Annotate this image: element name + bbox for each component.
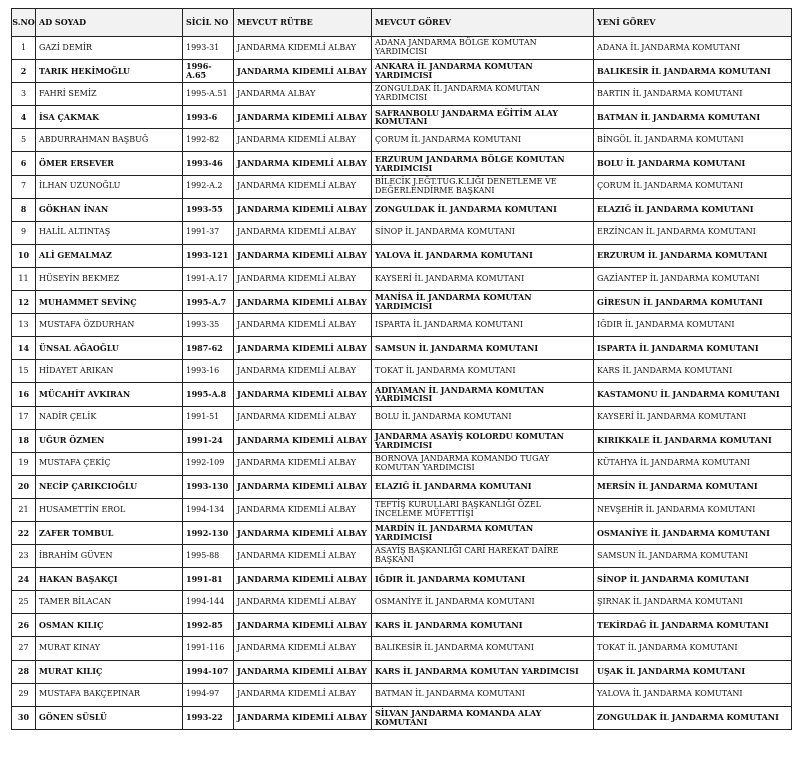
cell-yeni-gorev: KÜTAHYA İL JANDARMA KOMUTANI — [594, 452, 792, 475]
table-header-row — [12, 9, 792, 37]
cell-ad-soyad: HAKAN BAŞAKÇI — [36, 568, 183, 591]
cell-sno: 27 — [12, 637, 36, 660]
cell-ad-soyad: ABDURRAHMAN BAŞBUĞ — [36, 129, 183, 152]
cell-mevcut-gorev: ANKARA İL JANDARMA KOMUTAN YARDIMCISI — [372, 60, 594, 83]
cell-sno: 25 — [12, 591, 36, 614]
cell-mevcut-rutbe: JANDARMA KIDEMLİ ALBAY — [234, 475, 372, 498]
cell-sicil-no: 1992-85 — [183, 614, 234, 637]
table-row — [12, 452, 792, 475]
table-row — [12, 360, 792, 383]
table-row — [12, 175, 792, 198]
cell-mevcut-gorev: ELAZIĞ İL JANDARMA KOMUTANI — [372, 475, 594, 498]
cell-yeni-gorev: KASTAMONU İL JANDARMA KOMUTANI — [594, 383, 792, 406]
cell-sicil-no: 1995-A.8 — [183, 383, 234, 406]
cell-mevcut-rutbe: JANDARMA KIDEMLİ ALBAY — [234, 429, 372, 452]
cell-yeni-gorev: GAZİANTEP İL JANDARMA KOMUTANI — [594, 267, 792, 290]
cell-ad-soyad: HALİL ALTINTAŞ — [36, 221, 183, 244]
cell-yeni-gorev: BARTIN İL JANDARMA KOMUTANI — [594, 83, 792, 106]
cell-sicil-no: 1993-6 — [183, 106, 234, 129]
cell-sicil-no: 1994-107 — [183, 660, 234, 683]
cell-mevcut-rutbe: JANDARMA KIDEMLİ ALBAY — [234, 360, 372, 383]
cell-mevcut-gorev: KARS İL JANDARMA KOMUTAN YARDIMCISI — [372, 660, 594, 683]
cell-yeni-gorev: ISPARTA İL JANDARMA KOMUTANI — [594, 337, 792, 360]
cell-ad-soyad: İBRAHİM GÜVEN — [36, 545, 183, 568]
cell-mevcut-rutbe: JANDARMA KIDEMLİ ALBAY — [234, 614, 372, 637]
cell-sicil-no: 1991-A.17 — [183, 267, 234, 290]
table-row — [12, 614, 792, 637]
cell-mevcut-gorev: BATMAN İL JANDARMA KOMUTANI — [372, 683, 594, 706]
cell-mevcut-rutbe: JANDARMA KIDEMLİ ALBAY — [234, 106, 372, 129]
cell-mevcut-rutbe: JANDARMA KIDEMLİ ALBAY — [234, 683, 372, 706]
cell-mevcut-gorev: SAFRANBOLU JANDARMA EĞİTİM ALAY KOMUTANI — [372, 106, 594, 129]
table-row — [12, 475, 792, 498]
cell-mevcut-rutbe: JANDARMA KIDEMLİ ALBAY — [234, 660, 372, 683]
cell-sicil-no: 1995-A.7 — [183, 291, 234, 314]
cell-mevcut-gorev: ADANA JANDARMA BÖLGE KOMUTAN YARDIMCISI — [372, 37, 594, 60]
cell-sicil-no: 1992-130 — [183, 521, 234, 544]
cell-yeni-gorev: ZONGULDAK İL JANDARMA KOMUTANI — [594, 706, 792, 729]
header-sicil-no: SİCİL NO — [183, 9, 234, 37]
header-mevcut-rutbe: MEVCUT RÜTBE — [234, 9, 372, 37]
table-row — [12, 83, 792, 106]
cell-mevcut-gorev: BOLU İL JANDARMA KOMUTANI — [372, 406, 594, 429]
cell-sno: 24 — [12, 568, 36, 591]
cell-ad-soyad: ALİ GEMALMAZ — [36, 244, 183, 267]
cell-mevcut-rutbe: JANDARMA KIDEMLİ ALBAY — [234, 37, 372, 60]
cell-mevcut-rutbe: JANDARMA KIDEMLİ ALBAY — [234, 198, 372, 221]
cell-mevcut-rutbe: JANDARMA KIDEMLİ ALBAY — [234, 314, 372, 337]
cell-mevcut-rutbe: JANDARMA KIDEMLİ ALBAY — [234, 545, 372, 568]
cell-sno: 11 — [12, 267, 36, 290]
cell-mevcut-gorev: MARDİN İL JANDARMA KOMUTAN YARDIMCISI — [372, 521, 594, 544]
table-row — [12, 591, 792, 614]
cell-sno: 14 — [12, 337, 36, 360]
cell-sno: 10 — [12, 244, 36, 267]
cell-yeni-gorev: ŞIRNAK İL JANDARMA KOMUTANI — [594, 591, 792, 614]
table-row — [12, 545, 792, 568]
appointments-table — [11, 8, 792, 730]
cell-sicil-no: 1991-81 — [183, 568, 234, 591]
cell-sicil-no: 1993-31 — [183, 37, 234, 60]
table-row — [12, 198, 792, 221]
cell-ad-soyad: ZAFER TOMBUL — [36, 521, 183, 544]
cell-sicil-no: 1995-A.51 — [183, 83, 234, 106]
cell-mevcut-rutbe: JANDARMA KIDEMLİ ALBAY — [234, 291, 372, 314]
cell-yeni-gorev: ÇORUM İL JANDARMA KOMUTANI — [594, 175, 792, 198]
table-row — [12, 314, 792, 337]
table-row — [12, 637, 792, 660]
cell-mevcut-rutbe: JANDARMA KIDEMLİ ALBAY — [234, 60, 372, 83]
cell-yeni-gorev: GİRESUN İL JANDARMA KOMUTANI — [594, 291, 792, 314]
cell-mevcut-gorev: ASAYİŞ BAŞKANLIĞI CARİ HAREKAT DAİRE BAŞKANI — [372, 545, 594, 568]
cell-sno: 2 — [12, 60, 36, 83]
cell-sicil-no: 1991-51 — [183, 406, 234, 429]
cell-yeni-gorev: KIRIKKALE İL JANDARMA KOMUTANI — [594, 429, 792, 452]
cell-sno: 16 — [12, 383, 36, 406]
cell-mevcut-rutbe: JANDARMA ALBAY — [234, 83, 372, 106]
cell-sicil-no: 1987-62 — [183, 337, 234, 360]
cell-mevcut-rutbe: JANDARMA KIDEMLİ ALBAY — [234, 267, 372, 290]
table-row — [12, 152, 792, 175]
cell-sicil-no: 1993-35 — [183, 314, 234, 337]
header-sno: S.NO — [12, 9, 36, 37]
cell-sno: 30 — [12, 706, 36, 729]
cell-mevcut-gorev: SAMSUN İL JANDARMA KOMUTANI — [372, 337, 594, 360]
cell-yeni-gorev: ERZURUM İL JANDARMA KOMUTANI — [594, 244, 792, 267]
cell-ad-soyad: GÖKHAN İNAN — [36, 198, 183, 221]
cell-mevcut-rutbe: JANDARMA KIDEMLİ ALBAY — [234, 152, 372, 175]
cell-mevcut-gorev: BİLECİK J.EĞT.TUG.K.LIĞI DENETLEME VE DEĞERLENDİRME BAŞKANI — [372, 175, 594, 198]
cell-sicil-no: 1993-130 — [183, 475, 234, 498]
cell-sicil-no: 1991-24 — [183, 429, 234, 452]
cell-mevcut-gorev: ISPARTA İL JANDARMA KOMUTANI — [372, 314, 594, 337]
header-yeni-gorev: YENİ GÖREV — [594, 9, 792, 37]
cell-ad-soyad: MUSTAFA ÇEKİÇ — [36, 452, 183, 475]
table-body — [12, 37, 792, 730]
cell-sicil-no: 1992-109 — [183, 452, 234, 475]
cell-ad-soyad: NECİP ÇARIKCIOĞLU — [36, 475, 183, 498]
table-row — [12, 406, 792, 429]
cell-sno: 1 — [12, 37, 36, 60]
cell-sno: 22 — [12, 521, 36, 544]
cell-ad-soyad: MURAT KILIÇ — [36, 660, 183, 683]
cell-mevcut-rutbe: JANDARMA KIDEMLİ ALBAY — [234, 221, 372, 244]
cell-sicil-no: 1995-88 — [183, 545, 234, 568]
cell-yeni-gorev: UŞAK İL JANDARMA KOMUTANI — [594, 660, 792, 683]
cell-sicil-no: 1991-116 — [183, 637, 234, 660]
cell-mevcut-gorev: BORNOVA JANDARMA KOMANDO TUGAY KOMUTAN YARDIMCISI — [372, 452, 594, 475]
cell-mevcut-gorev: BALIKESİR İL JANDARMA KOMUTANI — [372, 637, 594, 660]
cell-yeni-gorev: KAYSERİ İL JANDARMA KOMUTANI — [594, 406, 792, 429]
cell-yeni-gorev: TEKİRDAĞ İL JANDARMA KOMUTANI — [594, 614, 792, 637]
cell-yeni-gorev: BOLU İL JANDARMA KOMUTANI — [594, 152, 792, 175]
cell-sno: 13 — [12, 314, 36, 337]
cell-mevcut-gorev: ERZURUM JANDARMA BÖLGE KOMUTAN YARDIMCISI — [372, 152, 594, 175]
cell-ad-soyad: HUSAMETTİN EROL — [36, 498, 183, 521]
table-row — [12, 683, 792, 706]
cell-mevcut-rutbe: JANDARMA KIDEMLİ ALBAY — [234, 337, 372, 360]
cell-mevcut-gorev: YALOVA İL JANDARMA KOMUTANI — [372, 244, 594, 267]
cell-sicil-no: 1993-16 — [183, 360, 234, 383]
table-row — [12, 221, 792, 244]
cell-ad-soyad: İLHAN UZUNOĞLU — [36, 175, 183, 198]
cell-yeni-gorev: ADANA İL JANDARMA KOMUTANI — [594, 37, 792, 60]
cell-sicil-no: 1993-22 — [183, 706, 234, 729]
cell-mevcut-gorev: SİLVAN JANDARMA KOMANDA ALAY KOMUTANI — [372, 706, 594, 729]
cell-mevcut-rutbe: JANDARMA KIDEMLİ ALBAY — [234, 637, 372, 660]
table-row — [12, 37, 792, 60]
cell-yeni-gorev: IĞDIR İL JANDARMA KOMUTANI — [594, 314, 792, 337]
cell-sno: 6 — [12, 152, 36, 175]
cell-mevcut-gorev: ADIYAMAN İL JANDARMA KOMUTAN YARDIMCISI — [372, 383, 594, 406]
cell-ad-soyad: TARIK HEKİMOĞLU — [36, 60, 183, 83]
cell-mevcut-rutbe: JANDARMA KIDEMLİ ALBAY — [234, 406, 372, 429]
cell-mevcut-gorev: TEFTİŞ KURULLARI BAŞKANLIĞI ÖZEL İNCELEME MÜFETTİŞİ — [372, 498, 594, 521]
table-row — [12, 568, 792, 591]
cell-yeni-gorev: YALOVA İL JANDARMA KOMUTANI — [594, 683, 792, 706]
cell-sno: 18 — [12, 429, 36, 452]
cell-ad-soyad: GAZİ DEMİR — [36, 37, 183, 60]
cell-sicil-no: 1991-37 — [183, 221, 234, 244]
cell-sicil-no: 1992-A.2 — [183, 175, 234, 198]
cell-ad-soyad: TAMER BİLACAN — [36, 591, 183, 614]
cell-sno: 12 — [12, 291, 36, 314]
table-row — [12, 429, 792, 452]
cell-sno: 8 — [12, 198, 36, 221]
cell-sicil-no: 1993-46 — [183, 152, 234, 175]
cell-ad-soyad: MURAT KINAY — [36, 637, 183, 660]
table-row — [12, 660, 792, 683]
cell-ad-soyad: FAHRİ SEMİZ — [36, 83, 183, 106]
cell-mevcut-gorev: ÇORUM İL JANDARMA KOMUTANI — [372, 129, 594, 152]
cell-mevcut-rutbe: JANDARMA KIDEMLİ ALBAY — [234, 498, 372, 521]
cell-yeni-gorev: KARS İL JANDARMA KOMUTANI — [594, 360, 792, 383]
cell-ad-soyad: HİDAYET ARIKAN — [36, 360, 183, 383]
cell-sno: 5 — [12, 129, 36, 152]
cell-sno: 29 — [12, 683, 36, 706]
cell-ad-soyad: OSMAN KILIÇ — [36, 614, 183, 637]
cell-sno: 19 — [12, 452, 36, 475]
cell-sno: 23 — [12, 545, 36, 568]
table-row — [12, 106, 792, 129]
cell-sno: 21 — [12, 498, 36, 521]
cell-sicil-no: 1994-134 — [183, 498, 234, 521]
table-row — [12, 244, 792, 267]
cell-sno: 4 — [12, 106, 36, 129]
cell-sno: 7 — [12, 175, 36, 198]
cell-sno: 9 — [12, 221, 36, 244]
cell-yeni-gorev: SAMSUN İL JANDARMA KOMUTANI — [594, 545, 792, 568]
cell-ad-soyad: MUSTAFA BAKÇEPINAR — [36, 683, 183, 706]
cell-yeni-gorev: NEVŞEHİR İL JANDARMA KOMUTANI — [594, 498, 792, 521]
document-page — [11, 8, 791, 730]
cell-ad-soyad: GÖNEN SÜSLÜ — [36, 706, 183, 729]
table-row — [12, 337, 792, 360]
cell-sno: 17 — [12, 406, 36, 429]
cell-ad-soyad: MUHAMMET SEVİNÇ — [36, 291, 183, 314]
cell-ad-soyad: HÜSEYİN BEKMEZ — [36, 267, 183, 290]
table-row — [12, 60, 792, 83]
cell-mevcut-rutbe: JANDARMA KIDEMLİ ALBAY — [234, 568, 372, 591]
cell-mevcut-gorev: OSMANİYE İL JANDARMA KOMUTANI — [372, 591, 594, 614]
table-row — [12, 129, 792, 152]
cell-mevcut-gorev: KAYSERİ İL JANDARMA KOMUTANI — [372, 267, 594, 290]
table-row — [12, 706, 792, 729]
cell-mevcut-rutbe: JANDARMA KIDEMLİ ALBAY — [234, 129, 372, 152]
cell-mevcut-gorev: ZONGULDAK İL JANDARMA KOMUTAN YARDIMCISI — [372, 83, 594, 106]
cell-mevcut-gorev: KARS İL JANDARMA KOMUTANI — [372, 614, 594, 637]
cell-sno: 26 — [12, 614, 36, 637]
cell-yeni-gorev: ERZİNCAN İL JANDARMA KOMUTANI — [594, 221, 792, 244]
table-row — [12, 383, 792, 406]
header-ad-soyad: AD SOYAD — [36, 9, 183, 37]
cell-sicil-no: 1993-55 — [183, 198, 234, 221]
cell-yeni-gorev: BALIKESİR İL JANDARMA KOMUTANI — [594, 60, 792, 83]
cell-ad-soyad: ÖMER ERSEVER — [36, 152, 183, 175]
cell-yeni-gorev: TOKAT İL JANDARMA KOMUTANI — [594, 637, 792, 660]
cell-sno: 28 — [12, 660, 36, 683]
cell-mevcut-gorev: MANİSA İL JANDARMA KOMUTAN YARDIMCISI — [372, 291, 594, 314]
cell-yeni-gorev: ELAZIĞ İL JANDARMA KOMUTANI — [594, 198, 792, 221]
table-row — [12, 498, 792, 521]
cell-yeni-gorev: SİNOP İL JANDARMA KOMUTANI — [594, 568, 792, 591]
cell-ad-soyad: İSA ÇAKMAK — [36, 106, 183, 129]
cell-ad-soyad: MÜCAHİT AVKIRAN — [36, 383, 183, 406]
cell-sicil-no: 1992-82 — [183, 129, 234, 152]
cell-yeni-gorev: BATMAN İL JANDARMA KOMUTANI — [594, 106, 792, 129]
table-row — [12, 267, 792, 290]
cell-sno: 15 — [12, 360, 36, 383]
table-row — [12, 291, 792, 314]
cell-ad-soyad: NADİR ÇELİK — [36, 406, 183, 429]
cell-mevcut-gorev: JANDARMA ASAYİŞ KOLORDU KOMUTAN YARDIMCISI — [372, 429, 594, 452]
cell-ad-soyad: UĞUR ÖZMEN — [36, 429, 183, 452]
cell-yeni-gorev: BİNGÖL İL JANDARMA KOMUTANI — [594, 129, 792, 152]
cell-sicil-no: 1996-A.65 — [183, 60, 234, 83]
cell-ad-soyad: ÜNSAL AĞAOĞLU — [36, 337, 183, 360]
cell-mevcut-gorev: ZONGULDAK İL JANDARMA KOMUTANI — [372, 198, 594, 221]
cell-mevcut-gorev: SİNOP İL JANDARMA KOMUTANI — [372, 221, 594, 244]
cell-sno: 20 — [12, 475, 36, 498]
cell-mevcut-rutbe: JANDARMA KIDEMLİ ALBAY — [234, 244, 372, 267]
table-row — [12, 521, 792, 544]
cell-yeni-gorev: OSMANİYE İL JANDARMA KOMUTANI — [594, 521, 792, 544]
cell-sicil-no: 1993-121 — [183, 244, 234, 267]
cell-mevcut-rutbe: JANDARMA KIDEMLİ ALBAY — [234, 521, 372, 544]
cell-yeni-gorev: MERSİN İL JANDARMA KOMUTANI — [594, 475, 792, 498]
cell-mevcut-rutbe: JANDARMA KIDEMLİ ALBAY — [234, 591, 372, 614]
cell-sno: 3 — [12, 83, 36, 106]
cell-mevcut-rutbe: JANDARMA KIDEMLİ ALBAY — [234, 383, 372, 406]
cell-mevcut-gorev: IĞDIR İL JANDARMA KOMUTANI — [372, 568, 594, 591]
cell-mevcut-rutbe: JANDARMA KIDEMLİ ALBAY — [234, 706, 372, 729]
cell-mevcut-rutbe: JANDARMA KIDEMLİ ALBAY — [234, 175, 372, 198]
cell-mevcut-rutbe: JANDARMA KIDEMLİ ALBAY — [234, 452, 372, 475]
cell-sicil-no: 1994-144 — [183, 591, 234, 614]
cell-sicil-no: 1994-97 — [183, 683, 234, 706]
cell-ad-soyad: MUSTAFA ÖZDURHAN — [36, 314, 183, 337]
header-mevcut-gorev: MEVCUT GÖREV — [372, 9, 594, 37]
cell-mevcut-gorev: TOKAT İL JANDARMA KOMUTANI — [372, 360, 594, 383]
